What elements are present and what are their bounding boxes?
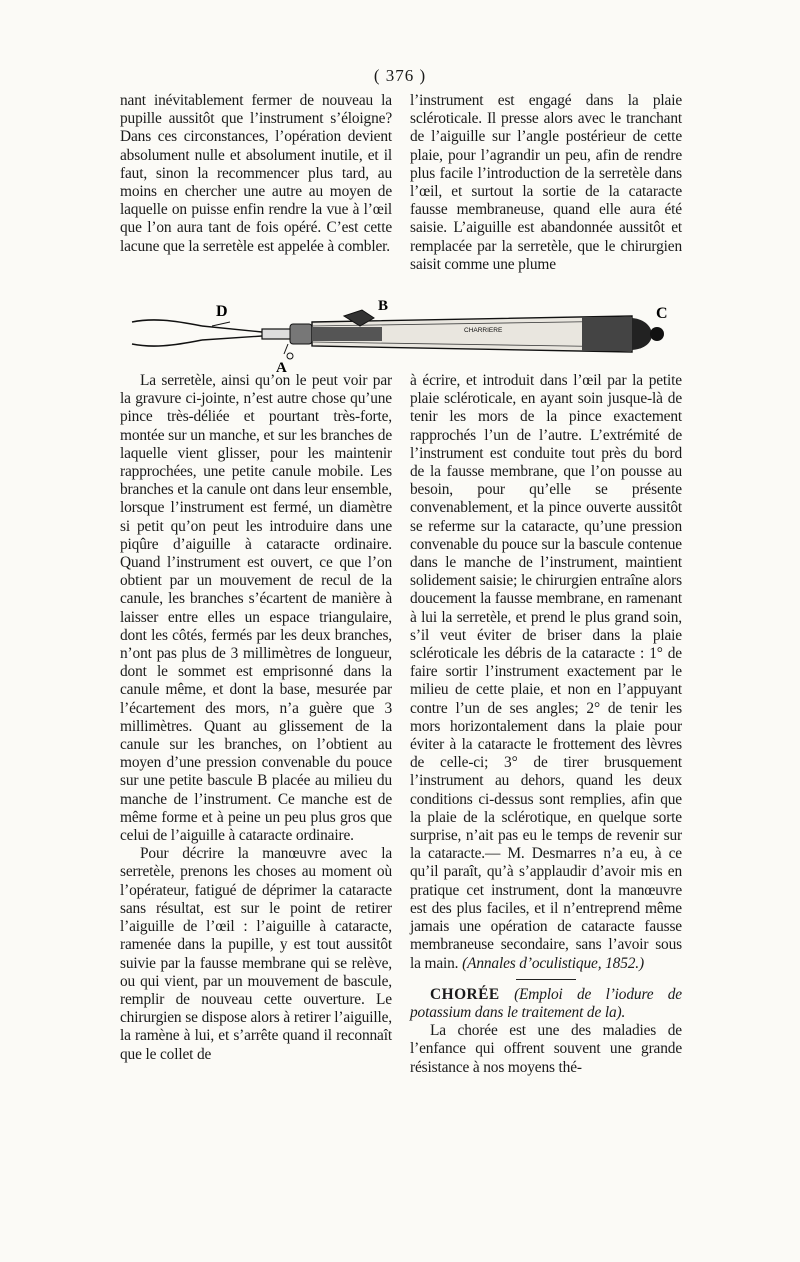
figure-label-b: B: [378, 298, 389, 314]
section-heading: [410, 986, 682, 1022]
section-divider: [516, 979, 576, 980]
paragraph: La serretèle, ainsi qu’on le peut voir par la gravure ci-jointe, n’est autre chose qu’une pince très-déliée et pourtant très-forte, montée sur un manche, et sur les branches de laquelle vient glisser, pour les maintenir rapprochées, une petite canule mobile. Les branches et la canule ont dans leur ensemble, lorsque l’instrument est fermé, un diamètre si petit qu’on peut les introduire dans une piqûre d’aiguille à cataracte ordinaire. Quand l’instrument est ouvert, ce que l’on obtient par un mouvement de recul de la canule, les branches s’écartent de manière à laisser entre elles un espace triangulaire, dont les côtés, fermés par les deux branches, n’ont pas plus de 3 millimètres de longueur, dont le sommet est emprisonné dans la canule même, et dont la base, mesurée par l’écartement des mors, n’a guère que 3 millimètres. Quant au glissement de la canule sur les branches, on l’obtient au moyen d’une pression convenable du pouce sur une petite bascule B placée au milieu du manche de l’instrument. Ce manche est de même forme et à peine un peu plus gros que celui de l’aiguille à cataracte ordinaire.: [120, 372, 392, 845]
paragraph: Pour décrire la manœuvre avec la serretèle, prenons les choses au moment où l’opérateur, fatigué de déprimer la cataracte sans résultat, est sur le point de retirer l’aiguille de l’œil : l’aiguille à cataracte, ramenée dans la pupille, y est tout aussitôt suivie par la fausse membrane qui se relève, ou qui vient, par un mouvement de bascule, remplir de nouveau cette ouverture. Le chirurgien se dispose alors à retirer l’aiguille, la ramène à lui, et s’arrête quand il reconnaît que le collet de: [120, 845, 392, 1063]
column-bottom-left: [120, 372, 392, 1064]
citation: (Annales d’oculistique, 1852.): [462, 954, 644, 972]
figure-label-a: A: [276, 360, 287, 374]
paragraph: [410, 372, 682, 973]
paragraph: l’instrument est engagé dans la plaie scléroticale. Il presse alors avec le tranchant de l’aiguille sur l’angle postérieur de cette plaie, pour l’agrandir un peu, afin de rendre plus facile l’introduction de la serretèle dans l’œil, et surtout la sortie de la cataracte fausse membraneuse, quand elle aura été saisie. L’aiguille est abandonnée aussitôt et remplacée par la serretèle, que le chirurgien saisit comme une plume: [410, 92, 682, 273]
figure-label-c: C: [656, 305, 668, 322]
paragraph-text: à écrire, et introduit dans l’œil par la petite plaie scléroticale, en ayant soin jusque-là de tenir les mors de la pince exactement rapprochés l’un de l’autre. L’extrémité de l’instrument est conduite tout près du bord de la fausse membrane, que l’on pousse au besoin, pour qu’elle se présente convenablement, et la pince ouverte aussitôt se referme sur la cataracte, qu’une pression convenable du pouce sur la bascule contenue dans le manche de l’instrument, maintient solidement saisie; le chirurgien entraîne alors doucement la fausse membrane, en ramenant à lui la serretèle, et prend le plus grand soin, s’il veut éviter de briser dans la plaie scléroticale les débris de la cataracte : 1° de faire sortir l’instrument exactement par le milieu de cette plaie, et non en l’appuyant contre l’un de ses angles; 2° de tenir les mors horizontalement dans la plaie pour éviter à la cataracte le frottement des lèvres de celle-ci; 3° de tirer brusquement l’instrument au dehors, quand les deux conditions ci-dessus sont remplies, afin que la plaie de la sclérotique, en quelque sorte surprise, n’ait pas eu le temps de revenir sur la cataracte.— M. Desmarres n’a eu, à ce qu’il paraît, qu’à s’applaudir d’avoir mis en pratique cet instrument, dont la manœuvre est des plus faciles, et il n’entreprend même jamais une opération de cataracte fausse membraneuse secondaire, sans l’avoir sous la main.: [410, 372, 682, 972]
paragraph: La chorée est une des maladies de l’enfance qui offrent souvent une grande résistance à nos moyens thé-: [410, 1022, 682, 1076]
page-number: ( 376 ): [373, 66, 427, 85]
column-top-left: [120, 92, 392, 256]
column-top-right: [410, 92, 682, 274]
column-bottom-right: [410, 372, 682, 1077]
serretele-illustration: [112, 296, 692, 374]
maker-stamp: CHARRIERE: [464, 327, 503, 334]
paragraph: nant inévitablement fermer de nouveau la pupille aussitôt que l’instrument s’éloigne? Dans ces circonstances, l’opération devient absolument nulle et absolument inutile, et il faut, sinon la recommencer plus tard, au moins en chercher une autre au moyen de laquelle on puisse enfin rendre la vue à l’œil que l’on aura tant de fois opéré. C’est cette lacune que la serretèle est appelée à combler.: [120, 92, 392, 255]
chorea-subtitle: (Emploi de l’iodure de potassium dans le traitement de la).: [410, 985, 682, 1021]
figure-label-d: D: [216, 303, 228, 320]
chorea-title: CHORÉE: [430, 985, 500, 1003]
serretele-figure: [112, 296, 692, 374]
